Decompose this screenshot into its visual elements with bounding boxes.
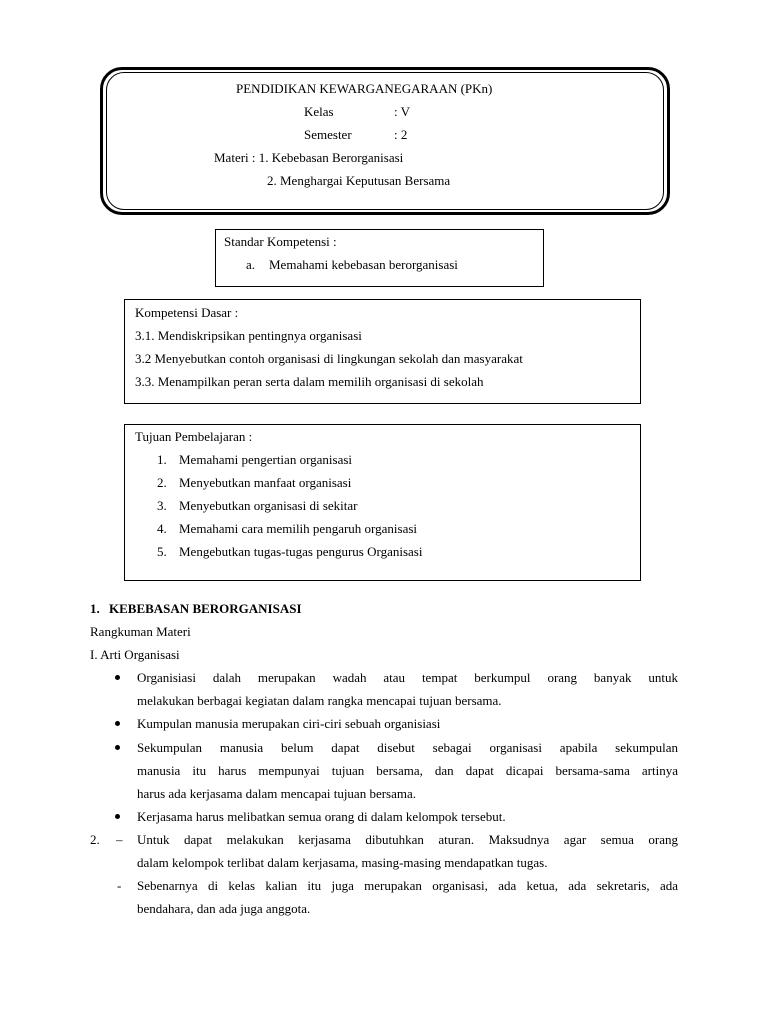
point-text-line: Sebenarnya di kelas kalian itu juga merupakan organisasi, ada ketua, ada sekretaris, ada bbox=[137, 878, 678, 893]
bullet-text-line: Kumpulan manusia merupakan ciri-ciri sebuah organisiasi bbox=[137, 716, 441, 731]
kelas-label: Kelas bbox=[304, 104, 334, 119]
part-title: I. Arti Organisasi bbox=[90, 647, 180, 662]
point-text-line: bendahara, dan ada juga anggota. bbox=[137, 901, 311, 916]
tujuan-item-number: 2. bbox=[157, 475, 167, 490]
bullet-text-line: melakukan berbagai kegiatan dalam rangka mencapai tujuan bersama. bbox=[137, 693, 502, 708]
tujuan-item-text: Memahami cara memilih pengaruh organisasi bbox=[179, 521, 418, 536]
point-dash: – bbox=[116, 832, 123, 847]
bullet-text-line: Sekumpulan manusia belum dapat disebut sebagai organisasi apabila sekumpulan bbox=[137, 740, 678, 755]
bullet-text-line: Organisiasi dalah merupakan wadah atau tempat berkumpul orang banyak untuk bbox=[137, 670, 678, 685]
tujuan-item-number: 3. bbox=[157, 498, 167, 513]
section-subheading: Rangkuman Materi bbox=[90, 624, 191, 639]
tujuan-item-number: 1. bbox=[157, 452, 167, 467]
subject-title: PENDIDIKAN KEWARGANEGARAAN (PKn) bbox=[236, 81, 493, 96]
section-heading: KEBEBASAN BERORGANISASI bbox=[109, 601, 302, 616]
point-text-line: Untuk dapat melakukan kerjasama dibutuhkan aturan. Maksudnya agar semua orang bbox=[137, 832, 678, 847]
standar-kompetensi-marker: a. bbox=[246, 257, 256, 272]
bullet-text-line: harus ada kerjasama dalam mencapai tujuan bersama. bbox=[137, 786, 417, 801]
bullet-text-line: Kerjasama harus melibatkan semua orang di dalam kelompok tersebut. bbox=[137, 809, 506, 824]
tujuan-item-text: Mengebutkan tugas-tugas pengurus Organisasi bbox=[179, 544, 423, 559]
semester-value: : 2 bbox=[394, 127, 408, 142]
materi-line-2: 2. Menghargai Keputusan Bersama bbox=[267, 173, 451, 188]
point-dash: - bbox=[117, 878, 122, 893]
tujuan-item-number: 5. bbox=[157, 544, 167, 559]
bullet-icon bbox=[115, 814, 120, 819]
kompetensi-dasar-item: 3.1. Mendiskripsikan pentingnya organisasi bbox=[135, 328, 362, 343]
section-heading-number: 1. bbox=[90, 601, 100, 616]
kompetensi-dasar-item: 3.3. Menampilkan peran serta dalam memilih organisasi di sekolah bbox=[135, 374, 484, 389]
materi-line-1: Materi : 1. Kebebasan Berorganisasi bbox=[214, 150, 404, 165]
tujuan-item-text: Menyebutkan organisasi di sekitar bbox=[179, 498, 358, 513]
point-text-line: dalam kelompok terlibat dalam kerjasama, masing-masing mendapatkan tugas. bbox=[137, 855, 548, 870]
standar-kompetensi-item: Memahami kebebasan berorganisasi bbox=[269, 257, 458, 272]
bullet-icon bbox=[115, 721, 120, 726]
tujuan-item-text: Menyebutkan manfaat organisasi bbox=[179, 475, 352, 490]
kompetensi-dasar-item: 3.2 Menyebutkan contoh organisasi di lingkungan sekolah dan masyarakat bbox=[135, 351, 523, 366]
standar-kompetensi-heading: Standar Kompetensi : bbox=[224, 234, 337, 249]
bullet-icon bbox=[115, 745, 120, 750]
tujuan-item-text: Memahami pengertian organisasi bbox=[179, 452, 353, 467]
tujuan-item-number: 4. bbox=[157, 521, 167, 536]
tujuan-pembelajaran-heading: Tujuan Pembelajaran : bbox=[135, 429, 253, 444]
bullet-icon bbox=[115, 675, 120, 680]
kompetensi-dasar-heading: Kompetensi Dasar : bbox=[135, 305, 239, 320]
bullet-text-line: manusia itu harus mempunyai tujuan bersama, dan dapat dicapai bersama-sama artinya bbox=[137, 763, 678, 778]
kelas-value: : V bbox=[394, 104, 411, 119]
point-number: 2. bbox=[90, 832, 100, 847]
semester-label: Semester bbox=[304, 127, 352, 142]
